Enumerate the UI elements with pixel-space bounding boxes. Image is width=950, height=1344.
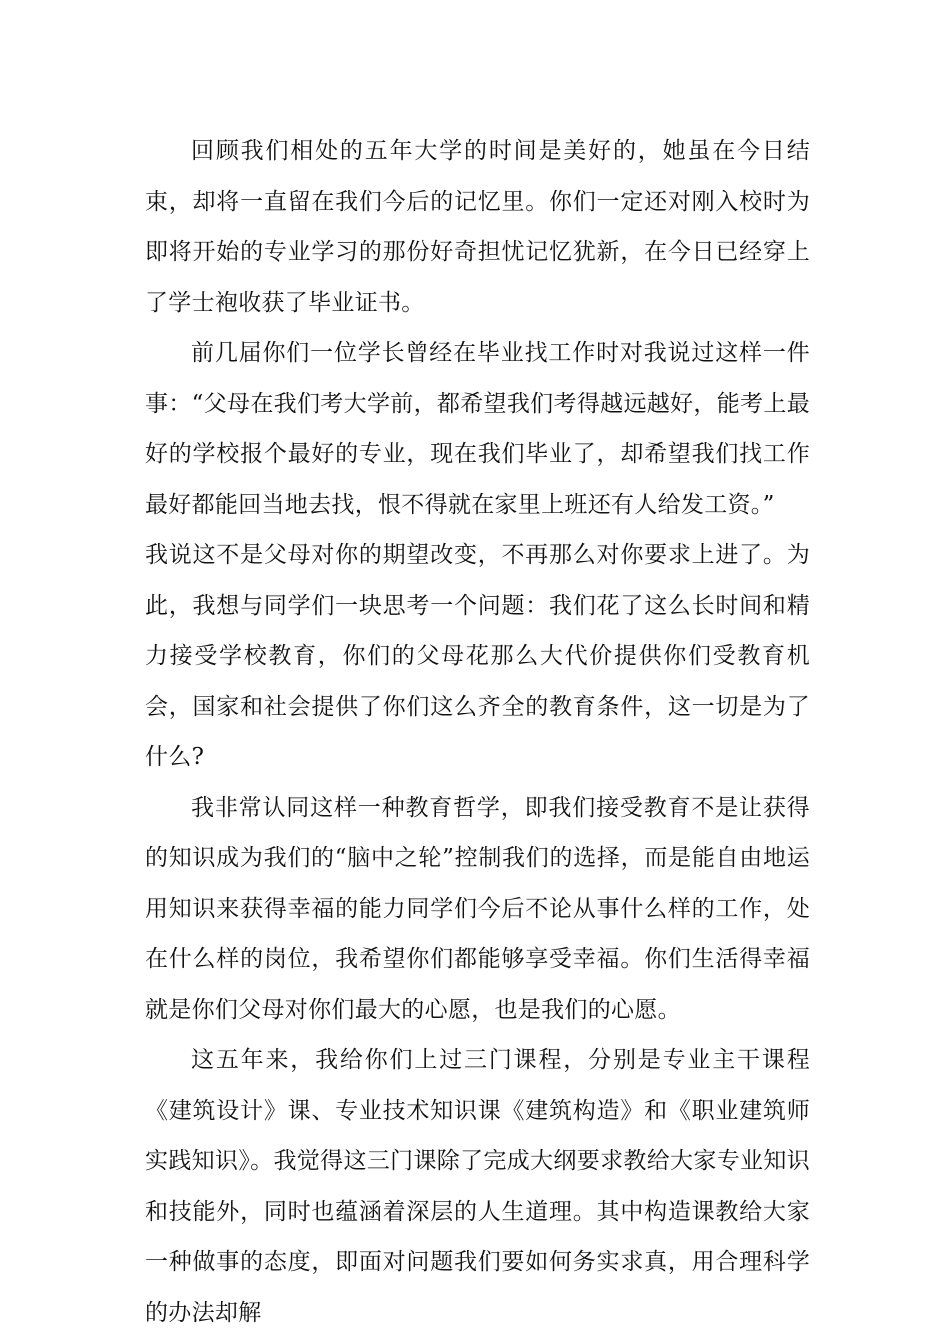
paragraph-4: 我非常认同这样一种教育哲学，即我们接受教育不是让获得的知识成为我们的“脑中之轮”控制我们的选择，而是能自由地运用知识来获得幸福的能力同学们今后不论从事什么样的工作，处在什么样的岗位，我希望你们都能够享受幸福。你们生活得幸福就是你们父母对你们最大的心愿，也是我们的心愿。	[145, 794, 810, 1023]
document-body	[145, 126, 810, 1338]
paragraph-3: 我说这不是父母对你的期望改变，不再那么对你要求上进了。为此，我想与同学们一块思考一个问题：我们花了这么长时间和精力接受学校教育，你们的父母花那么大代价提供你们受教育机会，国家和社会提供了你们这么齐全的教育条件，这一切是为了什么?	[145, 542, 810, 770]
paragraph-1: 回顾我们相处的五年大学的时间是美好的，她虽在今日结束，却将一直留在我们今后的记忆里。你们一定还对刚入校时为即将开始的专业学习的那份好奇担忧记忆犹新，在今日已经穿上了学士袍收获了毕业证书。	[145, 138, 810, 316]
paragraph-5: 这五年来，我给你们上过三门课程，分别是专业主干课程《建筑设计》课、专业技术知识课《建筑构造》和《职业建筑师实践知识》。我觉得这三门课除了完成大纲要求教给大家专业知识和技能外，同时也蕴涵着深层的人生道理。其中构造课教给大家一种做事的态度，即面对问题我们要如何务实求真，用合理科学的办法却解	[145, 1047, 810, 1326]
paragraph-2: 前几届你们一位学长曾经在毕业找工作时对我说过这样一件事：“父母在我们考大学前，都希望我们考得越远越好，能考上最好的学校报个最好的专业，现在我们毕业了，却希望我们找工作最好都能回当地去找，恨不得就在家里上班还有人给发工资。”	[145, 340, 810, 518]
